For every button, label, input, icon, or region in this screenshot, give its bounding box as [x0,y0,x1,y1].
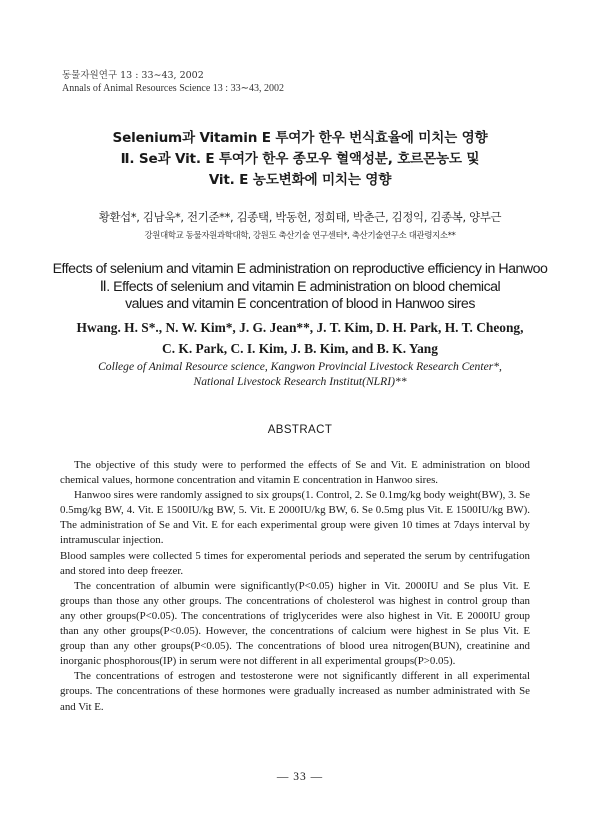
journal-citation-english: Annals of Animal Resources Science 13 : 33∼43, 2002 [62,83,284,94]
abstract-paragraph: The concentrations of estrogen and testosterone were not significantly different in all experimental groups. The concentrations of these hormones were gradually increased as number administrated with Se and Vit E. [60,670,530,713]
english-title-line-3: values and vitamin E concentration of blood in Hanwoo sires [125,296,475,312]
abstract-heading: ABSTRACT [267,424,333,436]
abstract-paragraph: Blood samples were collected 5 times for experomental periods and seperated the serum by centrifugation and stored into deep freezer. [60,549,530,577]
korean-title-line-1: Selenium과 Vitamin E 투여가 한우 번식효율에 미치는 영향 [112,130,488,146]
korean-title-line-2: Ⅱ. Se과 Vit. E 투여가 한우 종모우 혈액성분, 호르몬농도 및 [120,151,480,167]
journal-citation-korean: 동물자원연구 13 : 33∼43, 2002 [62,70,204,81]
page-number: — 33 — [276,771,324,783]
english-authors-line-1: Hwang. H. S*., N. W. Kim*, J. G. Jean**, J. T. Kim, D. H. Park, H. T. Cheong, [76,320,524,335]
abstract-paragraph: Hanwoo sires were randomly assigned to six groups(1. Control, 2. Se 0.1mg/kg body weight(BW), 3. Se 0.5mg/kg BW, 4. Vit. E 1500IU/kg BW, 5. Vit. E 2000IU/kg BW, 6. Se 0.5mg plus Vit. E 1500IU/kg BW). The administration of Se and Vit. E for each experimental group were given 10 times at 7days interval by intramuscular injection. [60,489,530,547]
english-authors-line-2: C. K. Park, C. I. Kim, J. B. Kim, and B. K. Yang [162,341,438,356]
korean-authors: 황환섭*, 김남욱*, 전기준**, 김종택, 박동헌, 정희태, 박춘근, 김정익, 김종복, 양부근 [98,210,502,224]
korean-affiliations: 강원대학교 동물자원과학대학, 강원도 축산기술 연구센터*, 축산기술연구소 대관령지소** [144,230,456,240]
abstract-paragraph: The concentration of albumin were significantly(P<0.05) higher in Vit. 2000IU and Se plus Vit. E groups than those any other groups. The concentrations of cholesterol was highest in control group than any other groups(P<0.05). The concentrations of triglycerides were also highest in Vit. E 2000IU group than any other groups(P<0.05). However, the concentrations of calcium were highest in Se plus Vit. E group than any other groups(P<0.05). The concentrations of blood urea nitrogen(BUN), creatinine and inorganic phosphorous(IP) in serum were not different in all experimental groups(P>0.05). [60,579,530,668]
english-title-line-1: Effects of selenium and vitamin E administration on reproductive efficiency in Hanwoo [52,261,548,277]
korean-title-line-3: Vit. E 농도변화에 미치는 영향 [208,172,392,188]
english-title-line-2: Ⅱ. Effects of selenium and vitamin E administration on blood chemical [99,279,501,295]
english-affiliation-line-2: National Livestock Research Institut(NLRI)** [193,375,407,388]
abstract-body [60,458,530,715]
english-affiliation-line-1: College of Animal Resource science, Kangwon Provincial Livestock Research Center*, [98,360,502,373]
abstract-paragraph: The objective of this study were to performed the effects of Se and Vit. E administration on blood chemical values, hormone concentration and vitamin E concentration in Hanwoo sires. [60,459,530,487]
